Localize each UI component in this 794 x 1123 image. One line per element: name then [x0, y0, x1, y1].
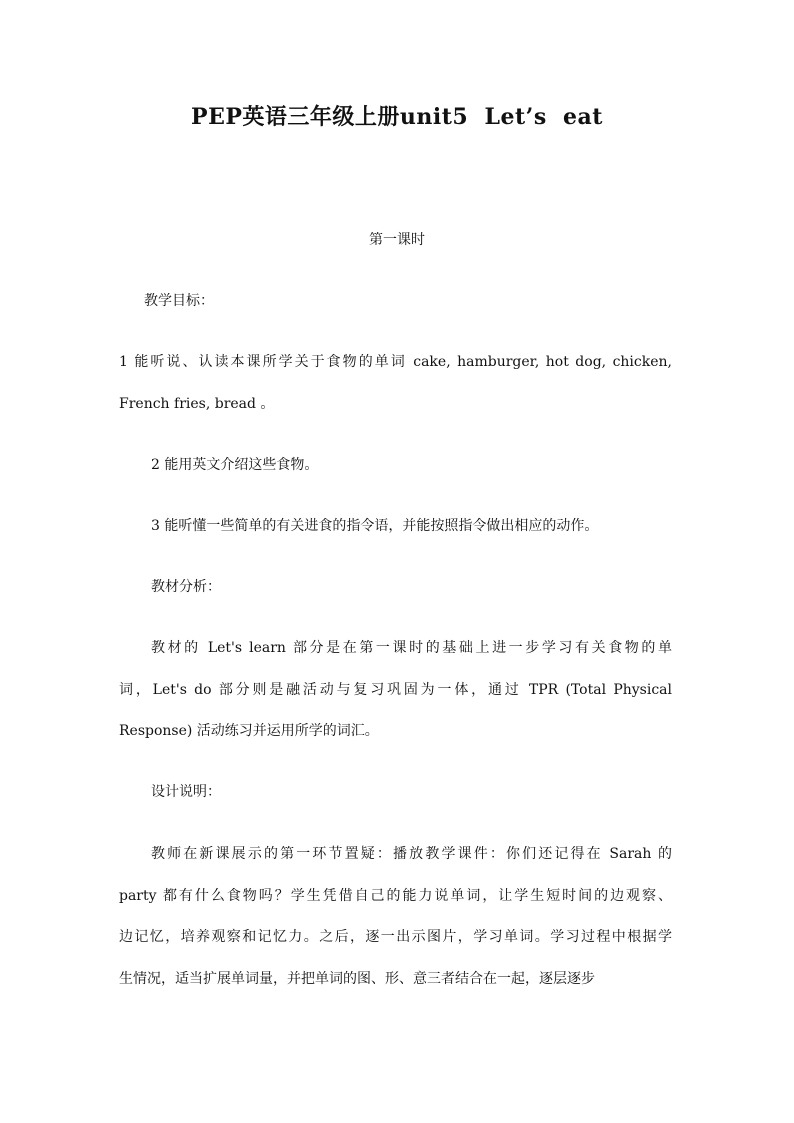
design-line-4: 生情况，适当扩展单词量，并把单词的图、形、意三者结合在一起，逐层逐步: [119, 971, 595, 987]
analysis-heading: 教材分析：: [151, 579, 221, 595]
analysis-line-3: Response) 活动练习并运用所学的词汇。: [119, 723, 379, 739]
objective-1-line-2: French fries, bread 。: [119, 396, 275, 412]
objective-1-line-1: 1 能听说、认读本课所学关于食物的单词 cake, hamburger, hot dog, chicken,: [119, 354, 672, 370]
design-line-3: 边记忆，培养观察和记忆力。之后，逐一出示图片，学习单词。学习过程中根据学: [119, 929, 672, 945]
analysis-line-1: 教材的 Let's learn 部分是在第一课时的基础上进一步学习有关食物的单: [151, 640, 672, 656]
objective-3: 3 能听懂一些简单的有关进食的指令语，并能按照指令做出相应的动作。: [151, 518, 599, 534]
design-line-1: 教师在新课展示的第一环节置疑：播放教学课件：你们还记得在 Sarah 的: [151, 846, 672, 862]
analysis-line-2: 词，Let's do 部分则是融活动与复习巩固为一体，通过 TPR (Total Physical: [119, 682, 672, 698]
objective-2: 2 能用英文介绍这些食物。: [151, 457, 319, 473]
design-line-2: party 都有什么食物吗？学生凭借自己的能力说单词，让学生短时间的边观察、: [119, 888, 672, 904]
objectives-heading: 教学目标：: [144, 293, 214, 309]
lesson-heading: 第一课时: [369, 232, 425, 248]
document-title: PEP英语三年级上册unit5 Let’s eat: [191, 104, 603, 130]
design-heading: 设计说明：: [151, 784, 221, 800]
